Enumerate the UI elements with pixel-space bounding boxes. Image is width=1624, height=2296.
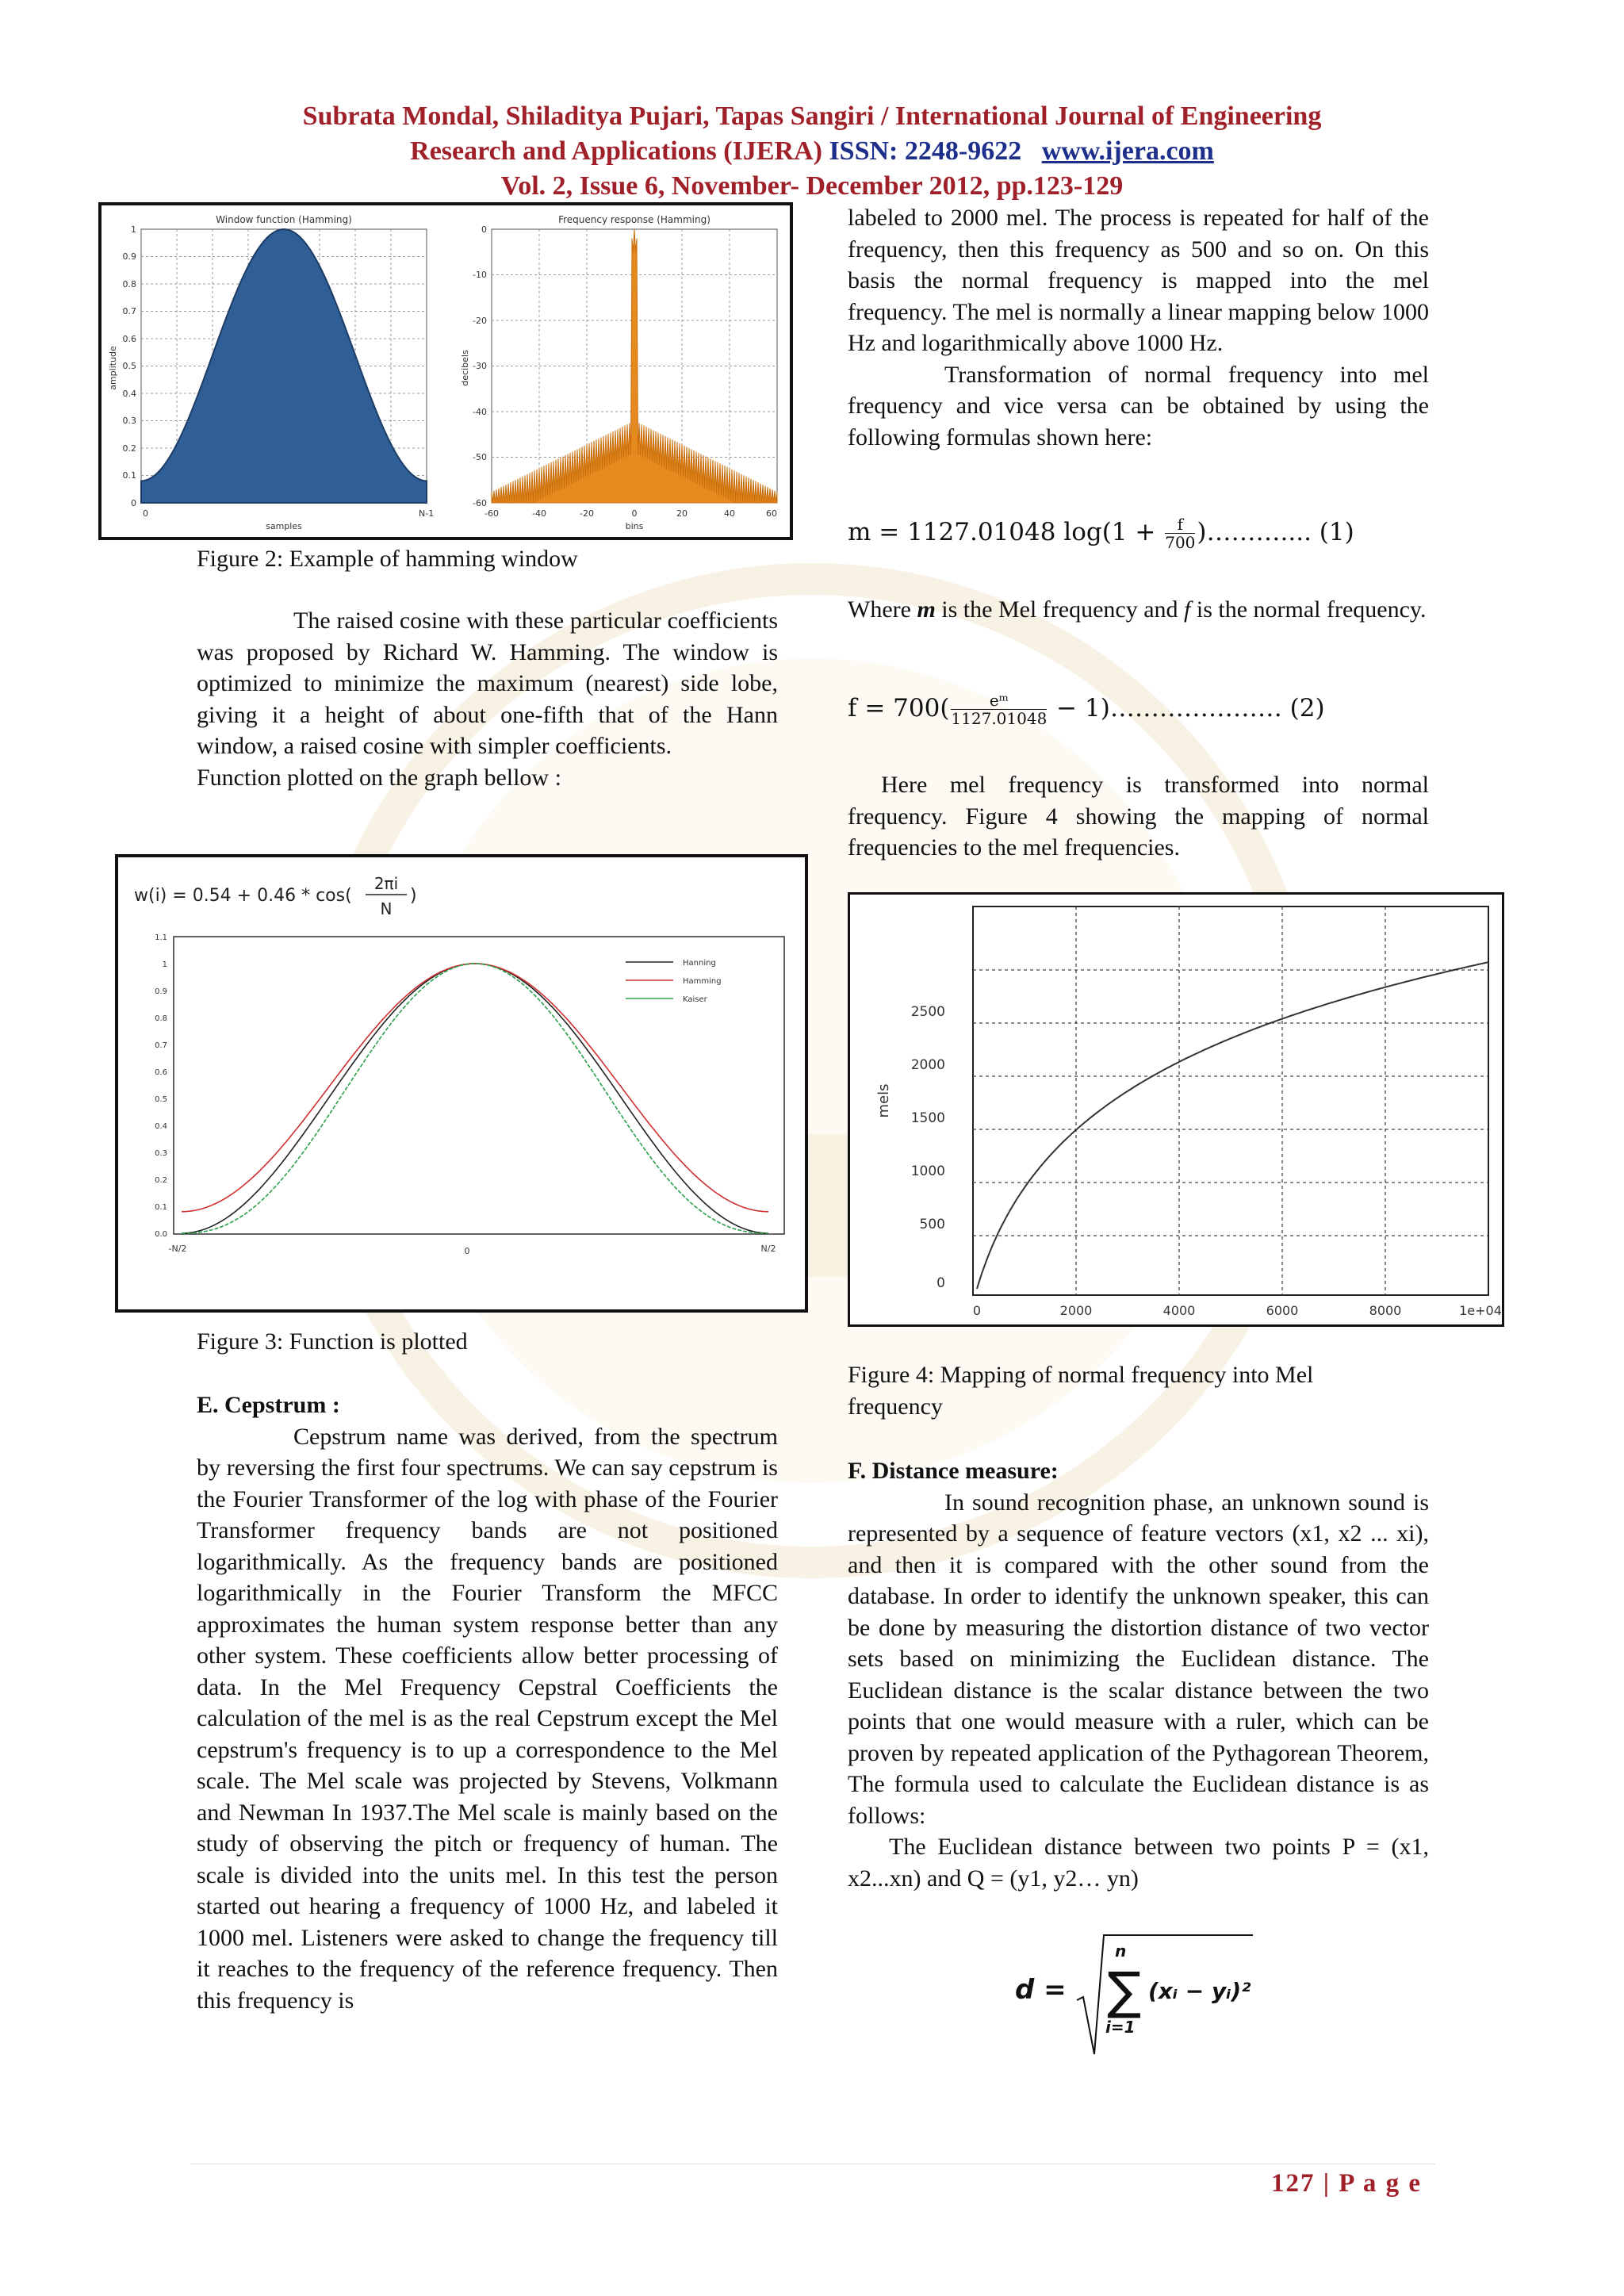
fig3-ytick: 1 <box>162 960 167 969</box>
eq3-body: (xᵢ − yᵢ)² <box>1148 1978 1251 2004</box>
fig2-left-x0: 0 <box>143 508 148 519</box>
figure-4-caption-line-1: Figure 4: Mapping of normal frequency into Mel <box>848 1362 1314 1388</box>
fig4-ytick: 2000 <box>910 1057 945 1073</box>
fig2-right-xlabel: bins <box>625 521 644 531</box>
fig4-ytick: 0 <box>936 1275 945 1291</box>
eq2-part-a: f = 700( <box>848 694 950 723</box>
fig2-right-ytick: -30 <box>473 361 487 371</box>
paragraph-transformation: Transformation of normal frequency into mel frequency and vice versa can be obtained by using the following formulas shown here: <box>848 361 1429 450</box>
fig2-left-xlabel: samples <box>266 521 302 531</box>
where-text-c: is the normal frequency. <box>1190 596 1427 623</box>
fig2-left-ytick: 0.6 <box>122 334 136 344</box>
eq3-upper-limit: n <box>1115 1941 1127 1961</box>
figure-2-caption: Figure 2: Example of hamming window <box>197 546 578 572</box>
fig2-left-ytick: 0 <box>131 498 136 508</box>
fig2-right-yticks <box>473 224 487 508</box>
fig4-xtick: 1e+04 <box>1459 1303 1502 1318</box>
journal-url-link[interactable]: www.ijera.com <box>1041 136 1214 166</box>
paragraph-mel-transformed: Here mel frequency is transformed into normal frequency. Figure 4 showing the mapping of normal frequencies to the mel frequencies. <box>848 772 1429 861</box>
eq1-part-b: )……….... (1) <box>1197 518 1354 546</box>
where-symbol-m: m <box>917 596 936 623</box>
fig2-left-ytick: 0.4 <box>122 389 136 399</box>
fig3-formula <box>134 874 417 918</box>
fig3-xtick: 0 <box>464 1246 470 1256</box>
fig3-xtick: -N/2 <box>168 1244 187 1254</box>
where-text-b: is the Mel frequency and <box>935 596 1185 623</box>
right-column-upper <box>848 202 1429 453</box>
fig2-left-ytick: 0.5 <box>122 361 136 371</box>
fig4-xtick: 6000 <box>1266 1303 1299 1318</box>
fig2-right-xtick: 20 <box>676 508 688 519</box>
paragraph-cepstrum: Cepstrum name was derived, from the spectrum by reversing the first four spectrums. We can say cepstrum is the Fourier Transformer of the log with phase of the Fourier Transformer frequency bands are not positioned logarithmically. As the frequency bands are positioned logarithmically in the Fourier Transform the MFCC approximates the human system response better than any other system. These coefficients allow better processing of data. In the Mel Frequency Cepstral Coefficients the calculation of the mel is as the real Cepstrum except the Mel cepstrum's frequency is to up a correspondence to the Mel scale. The Mel scale was projected by Stevens, Volkmann and Newman In 1937.The Mel scale is mainly based on the study of observing the pitch or frequency of human. The scale is divided into the units mel. In this test the person started out hearing a frequency of 1000 Hz, and labeled it 1000 mel. Listeners were asked to change the frequency till it reaches to the frequency of the reference frequency. Then this frequency is <box>197 1423 778 2014</box>
fig3-ytick: 0.3 <box>155 1149 167 1158</box>
eq3-lower-limit: i=1 <box>1105 2018 1136 2037</box>
equation-3-euclidean <box>1015 1927 1277 2066</box>
fig2-left-ytick: 0.1 <box>122 470 136 481</box>
fig2-right-xtick: 40 <box>724 508 735 519</box>
fig4-ylabel: mels <box>875 1083 892 1118</box>
fig2-right-ylabel: decibels <box>460 350 470 386</box>
fig2-right-xticks <box>485 508 777 519</box>
fig2-right-xtick: -40 <box>532 508 546 519</box>
right-column-lower <box>848 1455 1429 1894</box>
eq1-denominator: 700 <box>1165 533 1196 552</box>
fig3-formula-lhs: w(i) = 0.54 + 0.46 * cos( <box>134 886 352 906</box>
fig4-ytick: 2500 <box>910 1004 945 1020</box>
eq2-numerator: eᵐ <box>951 692 1047 710</box>
paragraph-mel-mapping: labeled to 2000 mel. The process is repeated for half of the frequency, then this frequency as 500 and so on. On this basis the normal frequency is mapped into the mel frequency. The mel is normally a linear mapping below 1000 Hz and logarithmically above 1000 Hz. <box>848 205 1429 356</box>
fig2-right-xtick: -60 <box>485 508 499 519</box>
fig2-left-ytick: 0.3 <box>122 416 136 426</box>
fig3-legend-hamming: Hamming <box>683 977 722 986</box>
fig3-ytick: 0.6 <box>155 1068 167 1077</box>
figure-3-caption: Figure 3: Function is plotted <box>197 1328 468 1355</box>
fig4-xtick: 8000 <box>1369 1303 1402 1318</box>
fig3-ytick: 0.4 <box>155 1122 167 1131</box>
fig3-formula-denominator: N <box>380 899 393 918</box>
issn-text: ISSN: 2248-9622 <box>829 136 1022 166</box>
fig2-right-ytick: 0 <box>481 224 487 235</box>
equation-1 <box>848 516 1429 551</box>
fig3-legend-kaiser: Kaiser <box>683 995 707 1004</box>
eq1-part-a: m = 1127.01048 log(1 + <box>848 518 1164 546</box>
paragraph-distance-measure: In sound recognition phase, an unknown sound is represented by a sequence of feature vectors (x1, x2 ... xi), and then it is compared with the other sound from the database. In order to identify the unknown speaker, this can be done by measuring the distortion distance of two vector sets based on minimizing the Euclidean distance. The Euclidean distance is the scalar distance between the two points that one would measure with a ruler, which can be proven by repeated application of the Pythagorean Theorem, The formula used to calculate the Euclidean distance is as follows: <box>848 1489 1429 1829</box>
paragraph-figure-4-intro <box>848 769 1429 864</box>
fig2-left-yticks <box>123 224 137 508</box>
fig3-ytick: 0.9 <box>155 987 167 996</box>
fig3-xtick: N/2 <box>760 1244 776 1254</box>
paragraph-function-plotted: Function plotted on the graph bellow : <box>197 764 561 791</box>
fig2-left-ytick: 0.7 <box>122 306 136 316</box>
fig2-left-ylabel: amplitude <box>108 346 118 390</box>
fig2-left-ytick: 0.9 <box>122 251 136 262</box>
figure-3-window-functions <box>115 854 808 1313</box>
paragraph-where-m <box>848 594 1429 626</box>
fig2-left-title: Window function (Hamming) <box>216 214 352 225</box>
fig3-ytick: 0.2 <box>155 1176 167 1185</box>
fig3-formula-numerator: 2πi <box>373 874 399 893</box>
eq2-denominator: 1127.01048 <box>951 709 1048 728</box>
journal-header <box>0 99 1624 204</box>
section-f-heading: F. Distance measure: <box>848 1458 1059 1484</box>
fig2-right-ytick: -40 <box>473 407 487 417</box>
header-line-3: Vol. 2, Issue 6, November- December 2012, pp.123-129 <box>500 171 1124 201</box>
where-symbol-f: f <box>1184 596 1191 623</box>
page-number: 127 | P a g e <box>1270 2169 1422 2198</box>
fig2-right-title: Frequency response (Hamming) <box>558 214 710 225</box>
fig3-ytick: 0.1 <box>155 1203 167 1212</box>
header-line-2 <box>0 134 1624 169</box>
fig4-ytick: 1000 <box>910 1163 945 1179</box>
paragraph-euclidean: The Euclidean distance between two points P = (x1, x2...xn) and Q = (y1, y2… yn) <box>848 1834 1429 1892</box>
left-column-lower <box>197 1389 778 2016</box>
fig4-xtick: 4000 <box>1162 1303 1196 1318</box>
fig3-legend-hanning: Hanning <box>683 959 716 968</box>
fig4-ytick: 1500 <box>910 1110 945 1126</box>
where-text-a: Where <box>848 596 917 623</box>
fig4-xtick: 2000 <box>1059 1303 1093 1318</box>
fig2-left-x1: N-1 <box>419 508 435 519</box>
fig4-yticks <box>911 1004 945 1291</box>
figure-4-caption <box>848 1359 1429 1422</box>
figure-3-plot <box>118 857 805 1309</box>
fig4-xtick: 0 <box>972 1303 982 1318</box>
section-e-heading: E. Cepstrum : <box>197 1392 340 1418</box>
journal-name-part: Research and Applications (IJERA) <box>410 136 829 166</box>
paragraph-hamming: The raised cosine with these particular coefficients was proposed by Richard W. Hamming. The window is optimized to minimize the maximum (nearest) side lobe, giving it a height of about one-fifth that of the Hann window, a raised cosine with simpler coefficients. <box>197 608 778 759</box>
figure-2-hamming-window <box>98 202 793 540</box>
figure-2-plots <box>102 205 790 537</box>
fig2-right-ytick: -20 <box>473 316 487 326</box>
fig3-yticks <box>155 933 167 1239</box>
fig4-ytick: 500 <box>919 1217 945 1232</box>
fig2-right-xtick: 0 <box>631 508 638 519</box>
figure-4-plot <box>850 895 1502 1324</box>
fig2-left-ytick: 0.8 <box>122 279 136 289</box>
fig3-ytick: 0.5 <box>155 1095 167 1104</box>
fig3-ytick: 0.0 <box>155 1230 167 1239</box>
equation-2 <box>848 692 1429 727</box>
eq3-lhs: d = <box>1015 1974 1067 2006</box>
fig2-right-xtick: -20 <box>580 508 594 519</box>
figure-4-mel-mapping <box>848 892 1504 1327</box>
fig3-ytick: 1.1 <box>155 933 167 942</box>
header-line-1: Subrata Mondal, Shiladitya Pujari, Tapas Sangiri / International Journal of Engineering <box>302 102 1322 131</box>
fig2-left-ytick: 1 <box>131 224 136 235</box>
fig4-xticks <box>973 1303 1502 1318</box>
eq1-numerator: f <box>1165 516 1195 534</box>
fig3-ytick: 0.8 <box>155 1014 167 1023</box>
sigma-icon: ∑ <box>1107 1962 1142 2021</box>
eq2-part-b: − 1)………………… (2) <box>1048 694 1325 723</box>
fig3-formula-rhs: ) <box>410 886 417 906</box>
fig3-ytick: 0.7 <box>155 1041 167 1050</box>
fig2-right-xtick: 60 <box>766 508 777 519</box>
figure-4-caption-line-2: frequency <box>848 1393 943 1420</box>
fig2-right-ytick: -60 <box>473 498 487 508</box>
fig2-left-ytick: 0.2 <box>122 443 136 454</box>
left-column-upper <box>197 605 778 793</box>
fig2-right-ytick: -10 <box>473 270 487 280</box>
fig2-right-ytick: -50 <box>473 452 487 462</box>
fig3-xticks <box>169 1244 776 1256</box>
